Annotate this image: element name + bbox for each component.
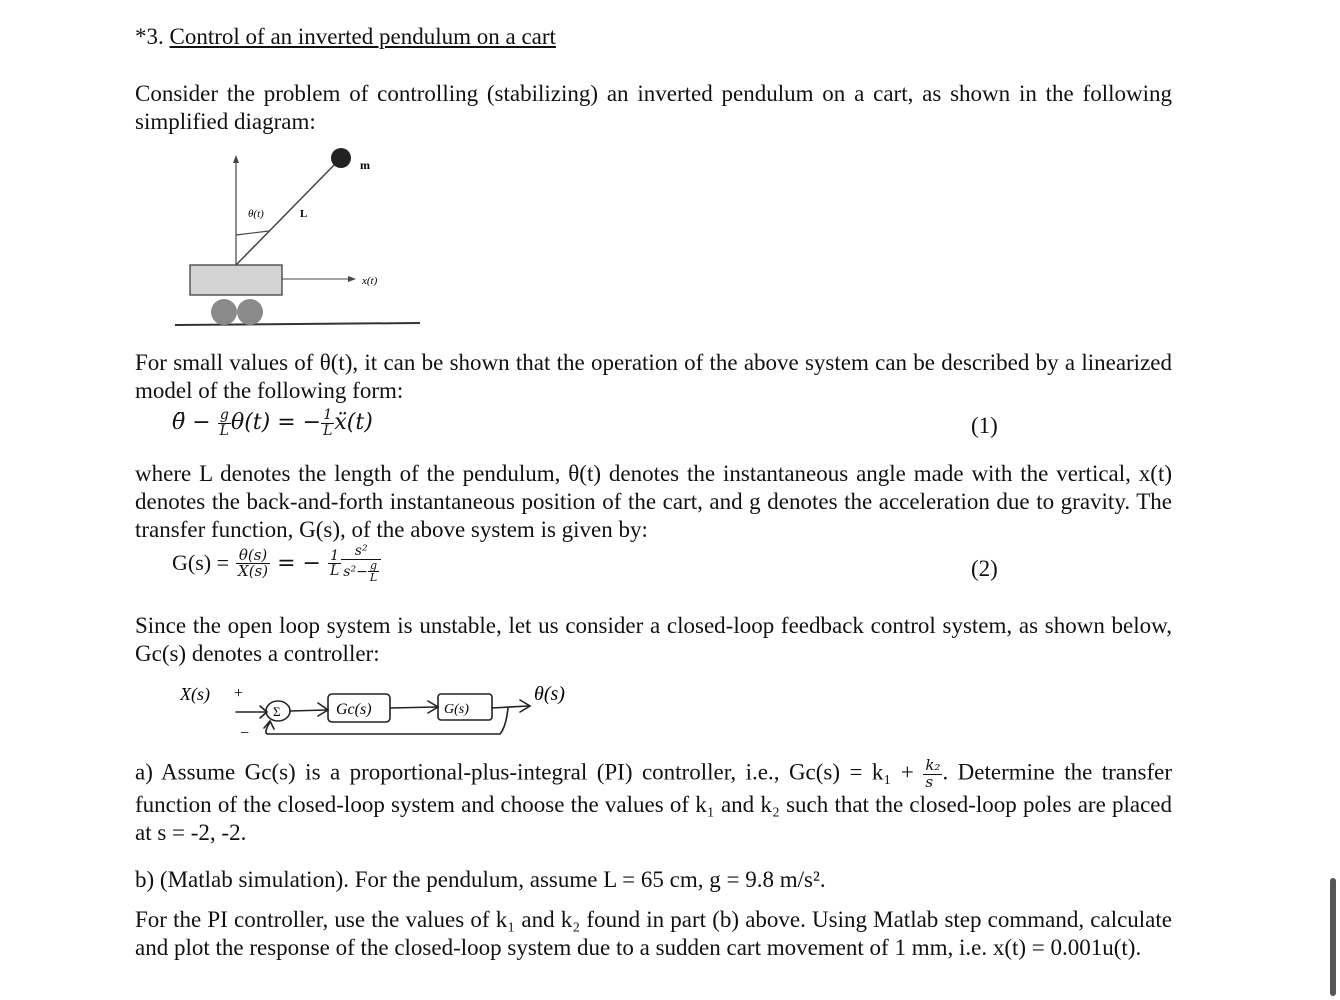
cart-wheel-left [211, 299, 237, 325]
theta-label: θ(t) [248, 208, 264, 220]
equation-1-number: (1) [971, 413, 998, 438]
vertical-scrollbar[interactable] [1330, 878, 1336, 996]
controller-label: Gc(s) [336, 701, 372, 718]
minus-sign: − [240, 725, 250, 742]
equation-1: θ̈ − $\frac{g}{L}$ θ(t) = − $\frac{1}{L}$ ẍ(t) [172, 407, 373, 439]
small-angle-paragraph: For small values of θ(t), it can be shown that the operation of the above system can be described by a linearized model of the following form: [135, 350, 1172, 403]
length-label: L [300, 208, 308, 220]
plant-label: G(s) [444, 702, 469, 717]
cart-wheel-right [237, 299, 263, 325]
intro-paragraph: Consider the problem of controlling (stabilizing) an inverted pendulum on a cart, as shown in the following simplified diagram: [135, 81, 1172, 134]
pendulum-mass [331, 148, 351, 168]
ground-line [175, 323, 420, 325]
input-label: X(s) [180, 684, 210, 704]
part-b-paragraph: b) (Matlab simulation). For the pendulum, assume L = 65 cm, g = 9.8 m/s². [135, 867, 826, 892]
sigma-symbol: Σ [273, 704, 281, 719]
equation-2-number: (2) [971, 556, 998, 581]
pendulum-diagram [170, 145, 430, 335]
plus-sign: + [234, 685, 244, 702]
feedback-line [266, 708, 508, 734]
angle-arc [236, 231, 269, 235]
problem-title: *3. Control of an inverted pendulum on a cart [135, 24, 556, 49]
block-diagram [178, 672, 608, 752]
part-a-paragraph: a) Assume Gc(s) is a proportional-plus-integral (PI) controller, i.e., Gc(s) = k₁ + $\frac{\text{k₂}}{s}$ . Determine the transfer function of the closed-loop system and choose the values of k₁ and k₂ such that the closed-loop poles are placed at s = -2, -2. [135, 756, 1172, 845]
x-label: x(t) [362, 275, 378, 287]
mass-label: m [360, 158, 370, 172]
where-paragraph: where L denotes the length of the pendulum, θ(t) denotes the instantaneous angle made with the vertical, x(t) denotes the back-and-forth instantaneous position of the cart, and g denotes the acceleration due to gravity. The transfer function, G(s), of the above system is given by: [135, 461, 1172, 542]
closed-loop-paragraph: Since the open loop system is unstable, let us consider a closed-loop feedback control system, as shown below, Gc(s) denotes a controller: [135, 613, 1172, 666]
output-label: θ(s) [534, 683, 565, 705]
cart-body [190, 265, 282, 295]
equation-2: G(s) = $\frac{\theta(s)}{X(s)}$ = − $\frac{1}{L}$ s² s²− $\frac{g}{L}$ [172, 544, 381, 584]
part-c-paragraph: For the PI controller, use the values of k₁ and k₂ found in part (b) above. Using Matlab step command, calculate and plot the response of the closed-loop system due to a sudden cart movement of 1 mm, i.e. x(t) = 0.001u(t). [135, 907, 1172, 960]
